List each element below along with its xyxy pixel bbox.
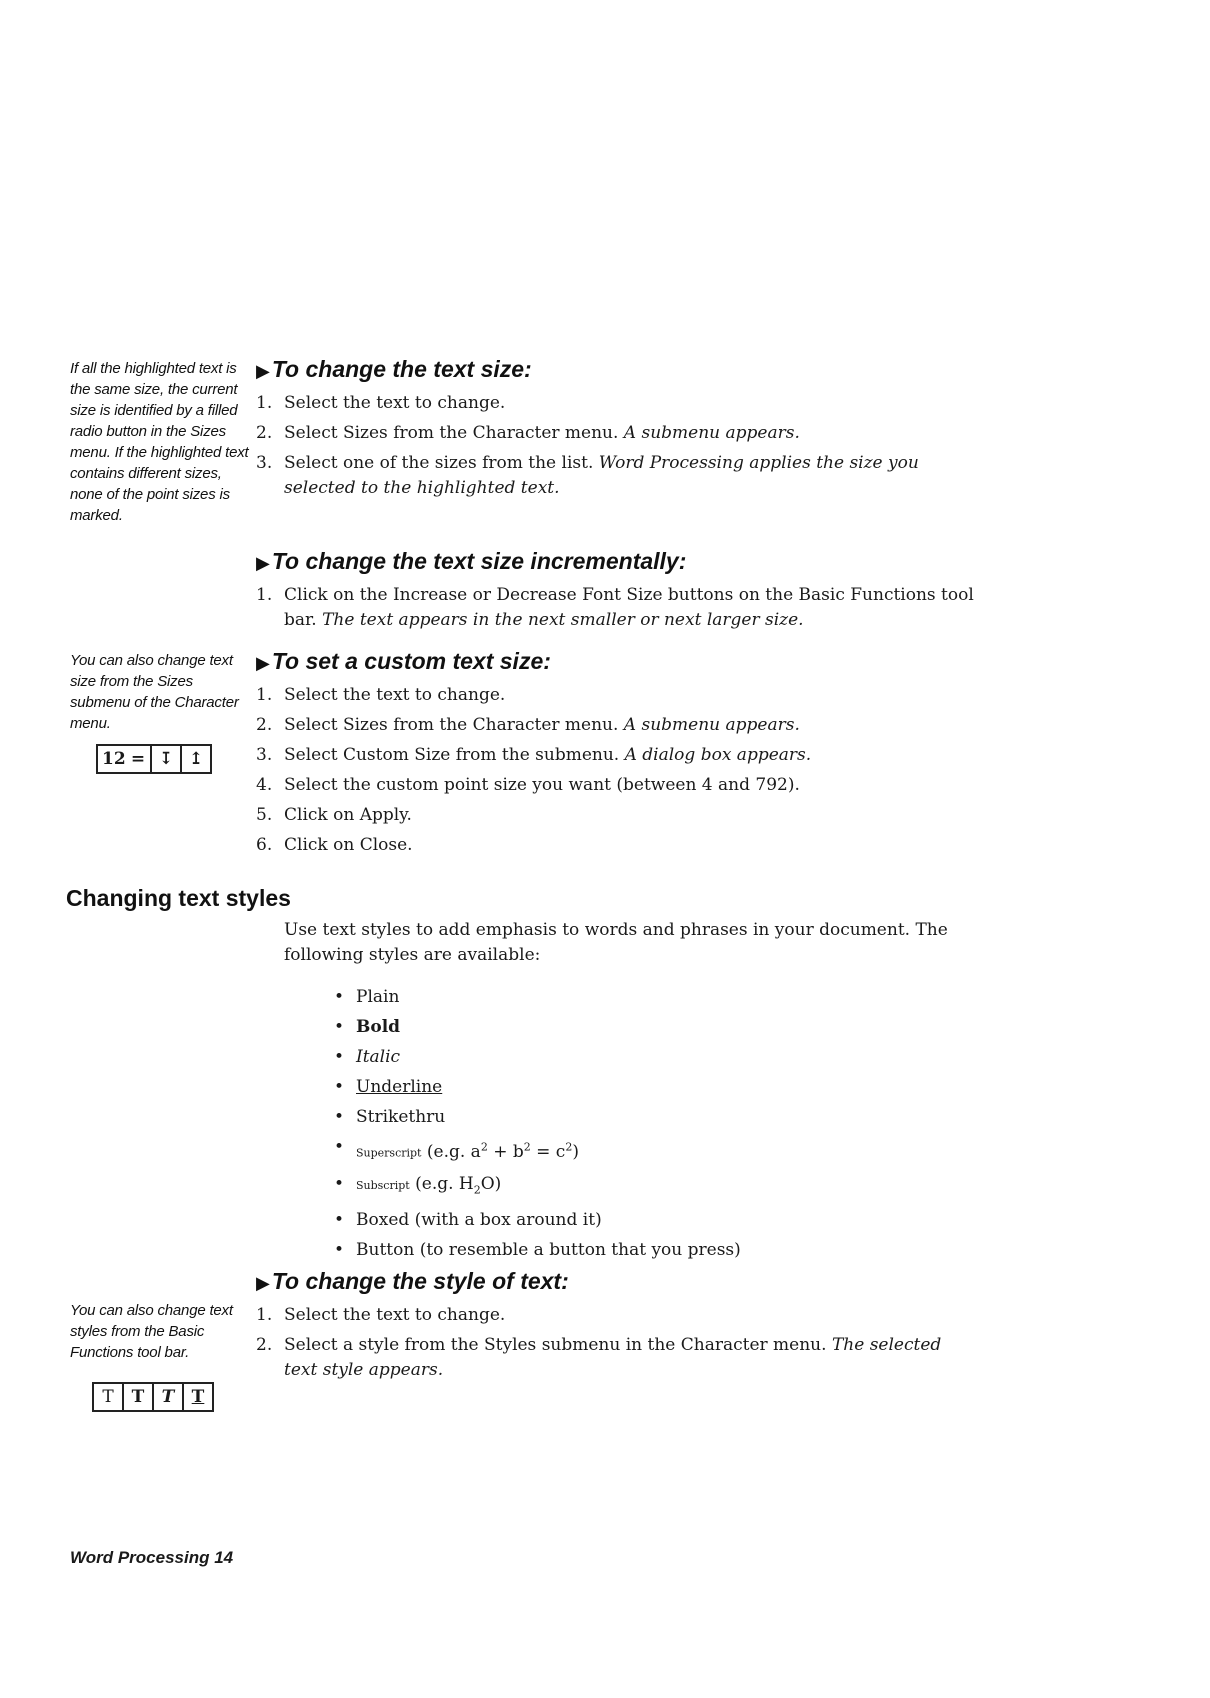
example-text: ) bbox=[572, 1141, 579, 1162]
list-item bbox=[256, 1303, 976, 1328]
list-item bbox=[330, 1072, 741, 1102]
step-text: Select Sizes from the Character menu. bbox=[284, 423, 619, 443]
triangle-arrow-icon: ▶ bbox=[256, 1273, 270, 1293]
changing-text-styles-heading: Changing text styles bbox=[66, 885, 291, 911]
heading-text: To change the text size: bbox=[271, 356, 532, 382]
underline-style-label: Underline bbox=[356, 1077, 443, 1097]
size-number: 12 bbox=[102, 749, 126, 769]
step-text: Select Sizes from the Character menu. bbox=[284, 715, 619, 735]
step-text: Select Custom Size from the submenu. bbox=[284, 745, 620, 765]
font-size-toolbar bbox=[96, 744, 212, 774]
text-styles-list bbox=[330, 982, 741, 1265]
heading-text: To change the style of text: bbox=[271, 1268, 569, 1294]
button-style-label: Button (to resemble a button that you press) bbox=[356, 1240, 741, 1261]
list-item bbox=[330, 1169, 741, 1205]
section-heading bbox=[256, 1268, 976, 1295]
steps-list bbox=[256, 1303, 976, 1383]
superscript-digit: 2 bbox=[523, 1140, 531, 1153]
step-text: Select a style from the Styles submenu in the Character menu. bbox=[284, 1335, 827, 1355]
style-side-note: You can also change text styles from the Basic Functions tool bar. bbox=[70, 1302, 233, 1361]
example-text: (e.g. a bbox=[426, 1141, 481, 1162]
list-item bbox=[330, 1205, 741, 1235]
step-number: 4. bbox=[256, 775, 273, 795]
step-number: 1. bbox=[256, 1305, 273, 1325]
step-number: 5. bbox=[256, 805, 273, 825]
list-item bbox=[256, 391, 976, 416]
list-item bbox=[330, 1132, 741, 1169]
bold-style-icon: T bbox=[124, 1384, 154, 1410]
list-item bbox=[330, 982, 741, 1012]
list-item bbox=[256, 743, 976, 768]
example-text: = c bbox=[530, 1141, 566, 1162]
list-item bbox=[256, 833, 976, 858]
triangle-arrow-icon: ▶ bbox=[256, 553, 270, 573]
list-item bbox=[330, 1235, 741, 1265]
plain-style-label: Plain bbox=[356, 987, 400, 1007]
step-text: Select the custom point size you want (between 4 and 792). bbox=[284, 775, 800, 795]
decrease-font-size-icon: ↧ bbox=[152, 746, 182, 772]
step-text: Select one of the sizes from the list. bbox=[284, 453, 594, 473]
step-result: A submenu appears. bbox=[623, 715, 800, 735]
list-item bbox=[256, 583, 976, 633]
heading-text: To set a custom text size: bbox=[271, 648, 551, 674]
list-item bbox=[256, 1333, 976, 1383]
step-number: 2. bbox=[256, 423, 273, 443]
example-text: (e.g. H bbox=[415, 1173, 474, 1194]
example-text: + b bbox=[487, 1141, 524, 1162]
list-item bbox=[256, 773, 976, 798]
section-heading bbox=[256, 648, 976, 675]
superscript-digit: 2 bbox=[480, 1140, 488, 1153]
triangle-arrow-icon: ▶ bbox=[256, 361, 270, 381]
text-style-toolbar bbox=[92, 1382, 214, 1412]
section-change-size-incrementally bbox=[256, 548, 976, 638]
heading-text: To change the text size incrementally: bbox=[271, 548, 687, 574]
step-number: 1. bbox=[256, 585, 273, 605]
italic-style-label: Italic bbox=[356, 1047, 401, 1067]
font-size-value bbox=[98, 746, 152, 772]
step-result: A submenu appears. bbox=[623, 423, 800, 443]
size-dash: = bbox=[130, 749, 146, 769]
list-item bbox=[330, 1042, 741, 1072]
step-number: 1. bbox=[256, 393, 273, 413]
increase-font-size-icon: ↥ bbox=[188, 749, 204, 769]
step-number: 1. bbox=[256, 685, 273, 705]
strikethru-style-label: Strikethru bbox=[356, 1107, 446, 1127]
page-footer: Word Processing 14 bbox=[70, 1548, 234, 1567]
list-item bbox=[256, 683, 976, 708]
superscript-digit: 2 bbox=[565, 1140, 573, 1153]
list-item bbox=[330, 1012, 741, 1042]
step-text: Select the text to change. bbox=[284, 393, 506, 413]
step-text: Select the text to change. bbox=[284, 1305, 506, 1325]
list-item bbox=[256, 421, 976, 446]
step-text: Select the text to change. bbox=[284, 685, 506, 705]
boxed-style-label: Boxed (with a box around it) bbox=[356, 1210, 602, 1231]
step-number: 2. bbox=[256, 715, 273, 735]
subscript-example bbox=[415, 1173, 502, 1197]
list-item bbox=[256, 713, 976, 738]
list-item bbox=[330, 1102, 741, 1132]
plain-style-icon: T bbox=[94, 1384, 124, 1410]
steps-list bbox=[256, 683, 976, 858]
step-text: Click on the Increase or Decrease Font Size buttons on the Basic Functions tool bar. bbox=[284, 585, 974, 630]
section-heading bbox=[256, 356, 976, 383]
section-custom-text-size bbox=[256, 648, 976, 863]
step-result: A dialog box appears. bbox=[624, 745, 812, 765]
step-number: 3. bbox=[256, 453, 273, 473]
bold-style-label: Bold bbox=[356, 1017, 401, 1037]
list-item bbox=[256, 803, 976, 828]
step-result: The selected text style appears. bbox=[284, 1335, 942, 1380]
underline-style-icon: T bbox=[191, 1387, 205, 1407]
example-text: O) bbox=[480, 1173, 502, 1194]
steps-list bbox=[256, 583, 976, 633]
triangle-arrow-icon: ▶ bbox=[256, 653, 270, 673]
section-heading bbox=[256, 548, 976, 575]
step-number: 2. bbox=[256, 1335, 273, 1355]
custom-size-side-note: You can also change text size from the Sizes submenu of the Character menu. bbox=[70, 652, 239, 732]
step-number: 3. bbox=[256, 745, 273, 765]
steps-list bbox=[256, 391, 976, 501]
list-item bbox=[256, 451, 976, 501]
step-result: Word Processing applies the size you selected to the highlighted text. bbox=[284, 453, 919, 498]
step-number: 6. bbox=[256, 835, 273, 855]
step-text: Click on Close. bbox=[284, 835, 413, 855]
superscript-example bbox=[427, 1142, 579, 1162]
step-result: The text appears in the next smaller or next larger size. bbox=[322, 610, 804, 630]
superscript-style-label: Superscript bbox=[356, 1146, 422, 1160]
section-change-style-of-text bbox=[256, 1268, 976, 1388]
styles-intro-paragraph: Use text styles to add emphasis to words and phrases in your document. The following styles are available: bbox=[284, 920, 948, 965]
italic-style-icon: T bbox=[154, 1384, 184, 1410]
subscript-style-label: Subscript bbox=[356, 1178, 410, 1192]
section-change-text-size bbox=[256, 356, 976, 506]
size-side-note: If all the highlighted text is the same size, the current size is identified by a filled radio button in the Sizes menu. If the highlighted text contains different sizes, none of the point sizes is marked. bbox=[70, 360, 249, 524]
step-text: Click on Apply. bbox=[284, 805, 412, 825]
subscript-digit: 2 bbox=[473, 1183, 481, 1197]
